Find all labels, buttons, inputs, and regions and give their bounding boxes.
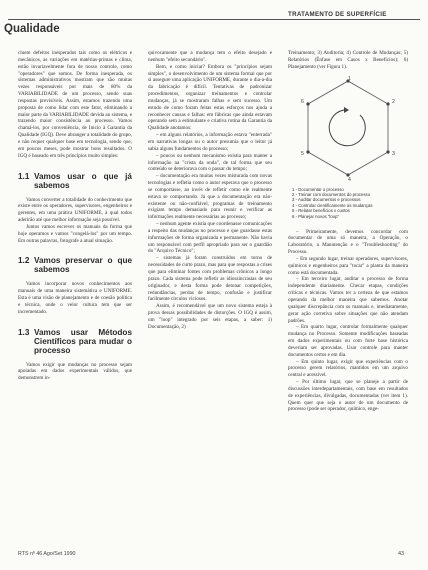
legend-item: 3 - Auditar documentos e processos [292, 197, 361, 203]
bullet-item: – nenhum agente existia que coordenasse comunicações a respeito das mudanças no processo e que guardasse estas informações de forma organizada e permanente. Não havia um responsável com perfil apropriado para ser o guardião do "Arquivo Técnico"; [148, 221, 272, 255]
body-paragraph: quivocamente que a mudança tem o efeito desejado e nenhum "efeito secundário". [148, 50, 272, 63]
diagram-legend [292, 187, 408, 219]
section-1-1-heading [18, 172, 132, 190]
bullet-item: – sistemas já foram construídos em torno de necessidades de curto prazo, mas para que respostas a crises que para eliminar fontes com problemas crônicos a longo prazo. Cada sistema pode refletir as idiossincrasias de seu originador, e desta forma pode detonar competições, redundâncias, perdas de tempo, confusão e justificar facilmente círculos viciosos. [148, 255, 272, 303]
loop-node-label: 1 [348, 75, 351, 82]
legend-item: 4 - Controlar cientificamente as mudanças [292, 202, 373, 208]
section-title: Vamos preservar o que sabemos [34, 256, 132, 275]
closing-paragraph: Assim, é recomendável que um novo sistema esteja à prova dessas possibilidades de distorções. O IGQ é assim, um "loop" integrado por seis etapas, a saber: 1) Documentação, 2) [148, 303, 272, 330]
page-number: 43 [398, 551, 405, 557]
section-1-2-heading [18, 256, 132, 274]
step-paragraph: – Por último lugar, que se planeje a partir de discussões interdepartamentais, com base em resultados de experiências, divulgadas, documentadas (ver item 1). Quem quer que seja o autor de um documento de processo (pode ser operador, químico, enge- [288, 379, 408, 413]
section-1-1-text-2: Juntos vamos escrever os manuais da forma que hoje operamos e vamos "congelá-los" por um tempo. Em outras palavras, fotografe a atual situação. [18, 223, 132, 244]
section-number: 1.2 [18, 256, 30, 266]
legend-item: 6 - Planejar novos "loop" [292, 213, 340, 219]
section-1-2-text: Vamos incorporar novos conhecimentos aos manuais de uma maneira sistemática e UNIFORME. Esta é uma visão de planejamento e de coesão política e técnica, onde o velor cultura tem que ser incrementado. [18, 281, 132, 315]
section-title: Vamos usar o que já sabemos [34, 171, 132, 190]
running-title: TRATAMENTO DE SUPERFÍCIE [288, 11, 387, 18]
section-title: Vamos usar Métodos Científicos para mudar o processo [34, 327, 132, 355]
step-paragraph: – Em quinto lugar, exigir que experiências com o processo gerem relatórios, mantidos em um arquivo central e acessível. [288, 358, 408, 379]
legend-item: 5 - Relatar benefícios x custos [292, 208, 350, 214]
loop-node-label: 3 [392, 150, 395, 157]
loop-node-dot [306, 150, 309, 153]
column-2 [148, 50, 272, 331]
section-1-3-heading [18, 328, 132, 355]
bullet-item: – documentação era muitas vezes misturada com novas tecnologias e refletia como o autor esperava que o processo se comportasse, ao invés de refletir como ele realmente estava se comportando. Já que a documentação era não-existente ou não-confiável, programas de treinamento exigiam tempo demasiado para reunir e verificar as informações realmente necessárias ao processo; [148, 173, 272, 221]
loop-node-label: 6 [301, 98, 304, 105]
column-1 [18, 50, 132, 382]
legend-item: 1 - Documentar o processo [292, 186, 344, 192]
footer-left: RTS nº 46 Ago/Set 1990 [18, 551, 76, 557]
legend-item: 2 - Treinar com documentos do processo [292, 191, 371, 197]
section-1-1-text: Vamos converter a totalidade do conhecimento que existe entre os operadores, supervisores, engenheiros e gerentes, em uma prática UNIFORME, à qual todos aderirão até que melhor informação seja possível. [18, 196, 132, 224]
header-rule [8, 19, 420, 20]
loop-node-dot [306, 102, 309, 105]
igq-loop-diagram [288, 75, 408, 187]
section-1-3-text: Vamos exigir que mudanças no processo sejam apoiadas em dados experimentais válidos, que demonstrem in- [18, 361, 132, 382]
section-number: 1.1 [18, 171, 30, 181]
step-paragraph: – Em quarto lugar, controlar formalmente qualquer mudança no Processo. Somente modificações baseadas em dados experimentais ou com forte base histórica deveriam ser aprovadas. Usar controle para manter documentos certos e em dia. [288, 324, 408, 358]
section-number: 1.3 [18, 327, 30, 337]
step-paragraph: – Em terceiro lugar, auditar o processo de forma independente diariamente. Checar etapas, condições críticas e técnicas. Vamos ter a certeza de que estamos operando da melhor maneira que sabemos. Anotar qualquer discrepância com os manuais e, imediatamente, gerar ação corretiva sobre situações que não atendam padrões. [288, 276, 408, 324]
loop-node-label: 2 [392, 98, 395, 105]
figure-1 [288, 75, 408, 225]
loop-node-dot [386, 150, 389, 153]
loop-intro: Treinamento; 3) Auditoria; 4) Controle de Mudanças; 5) Relatórios (Ênfase em Casos x Benefícios); 6) Planejamento (ver Figura 1). [288, 50, 408, 70]
loop-node-label: 4 [348, 176, 351, 183]
body-paragraph: Bem, e como iniciar? Embora os "princípios sejam simples", o desenvolvimento de um sistema formal que por si assegure uma aplicação UNIFORME, durante o dia-a-dia da fabricação é difícil. Tentativas de padronizar procedimentos, organizar treinamentos e controlar mudanças, já se mostraram falhas e sem sucesso. Um estudo de como foram feitas estas esforços nos ajuda a reconhecer causas e falhas: em fábricas que ainda estavam operando sem a estimulante e criativa rotina da Garantia da Qualidade anotamos: [148, 63, 272, 132]
loop-node-dot [386, 102, 389, 105]
step-paragraph: – Primeiramente, devemos concordar com documentar de uma só maneira, a Operação, o Laboratório, a Manutenção e o "Troubleshooting" do Processo. [288, 228, 408, 256]
intro-paragraph: cluem defeitos inesperados tais como os elétricos e mecânicos, as variações em matérias-primas e clima, estão invariavelmente fora de nosso controle, como "operadores" que somos. De forma inesperada, os sistemas administrativos mostram que são muitas vezes responsáveis por mais de 80% da VARIABILIDADE de um processo, sendo suas respostas previsíveis. Assim, estamos trazendo uma proposta de como lidar com este fator, eliminando a maior parte da VARIABILIDADE devida ao sistema, e trazendo maior consistência ao processo. Vamos chamá-los, por conveniência, de Início à Garantia da Qualidade (IGQ). Deve abranger a totalidade do grupo, e não requer qualquer base em tecnologia, sendo que, em poucos meses, pode mostrar bons resultados. O IGQ é baseado em três princípios muito simples: [18, 50, 132, 159]
section-title: Qualidade [4, 23, 60, 35]
step-paragraph: – Em segundo lugar, treinar operadores, supervisores, químicos e engenheiros para "tocar" a planta da maneira como está documentada. [288, 255, 408, 276]
bullet-item: – em alguns relatórios, a informação estava "enterrada" em narrativas longas ou o autor presumia que o leitor já sabia alguns fundamentos do processo; [148, 132, 272, 152]
column-3 [288, 50, 408, 413]
bullet-item: – poucos ou nenhum mecanismo existia para manter a informação na "crista da onda", de tal forma que seu conteúdo se deteriorava com o passar do tempo; [148, 152, 272, 173]
loop-node-label: 5 [301, 150, 304, 157]
